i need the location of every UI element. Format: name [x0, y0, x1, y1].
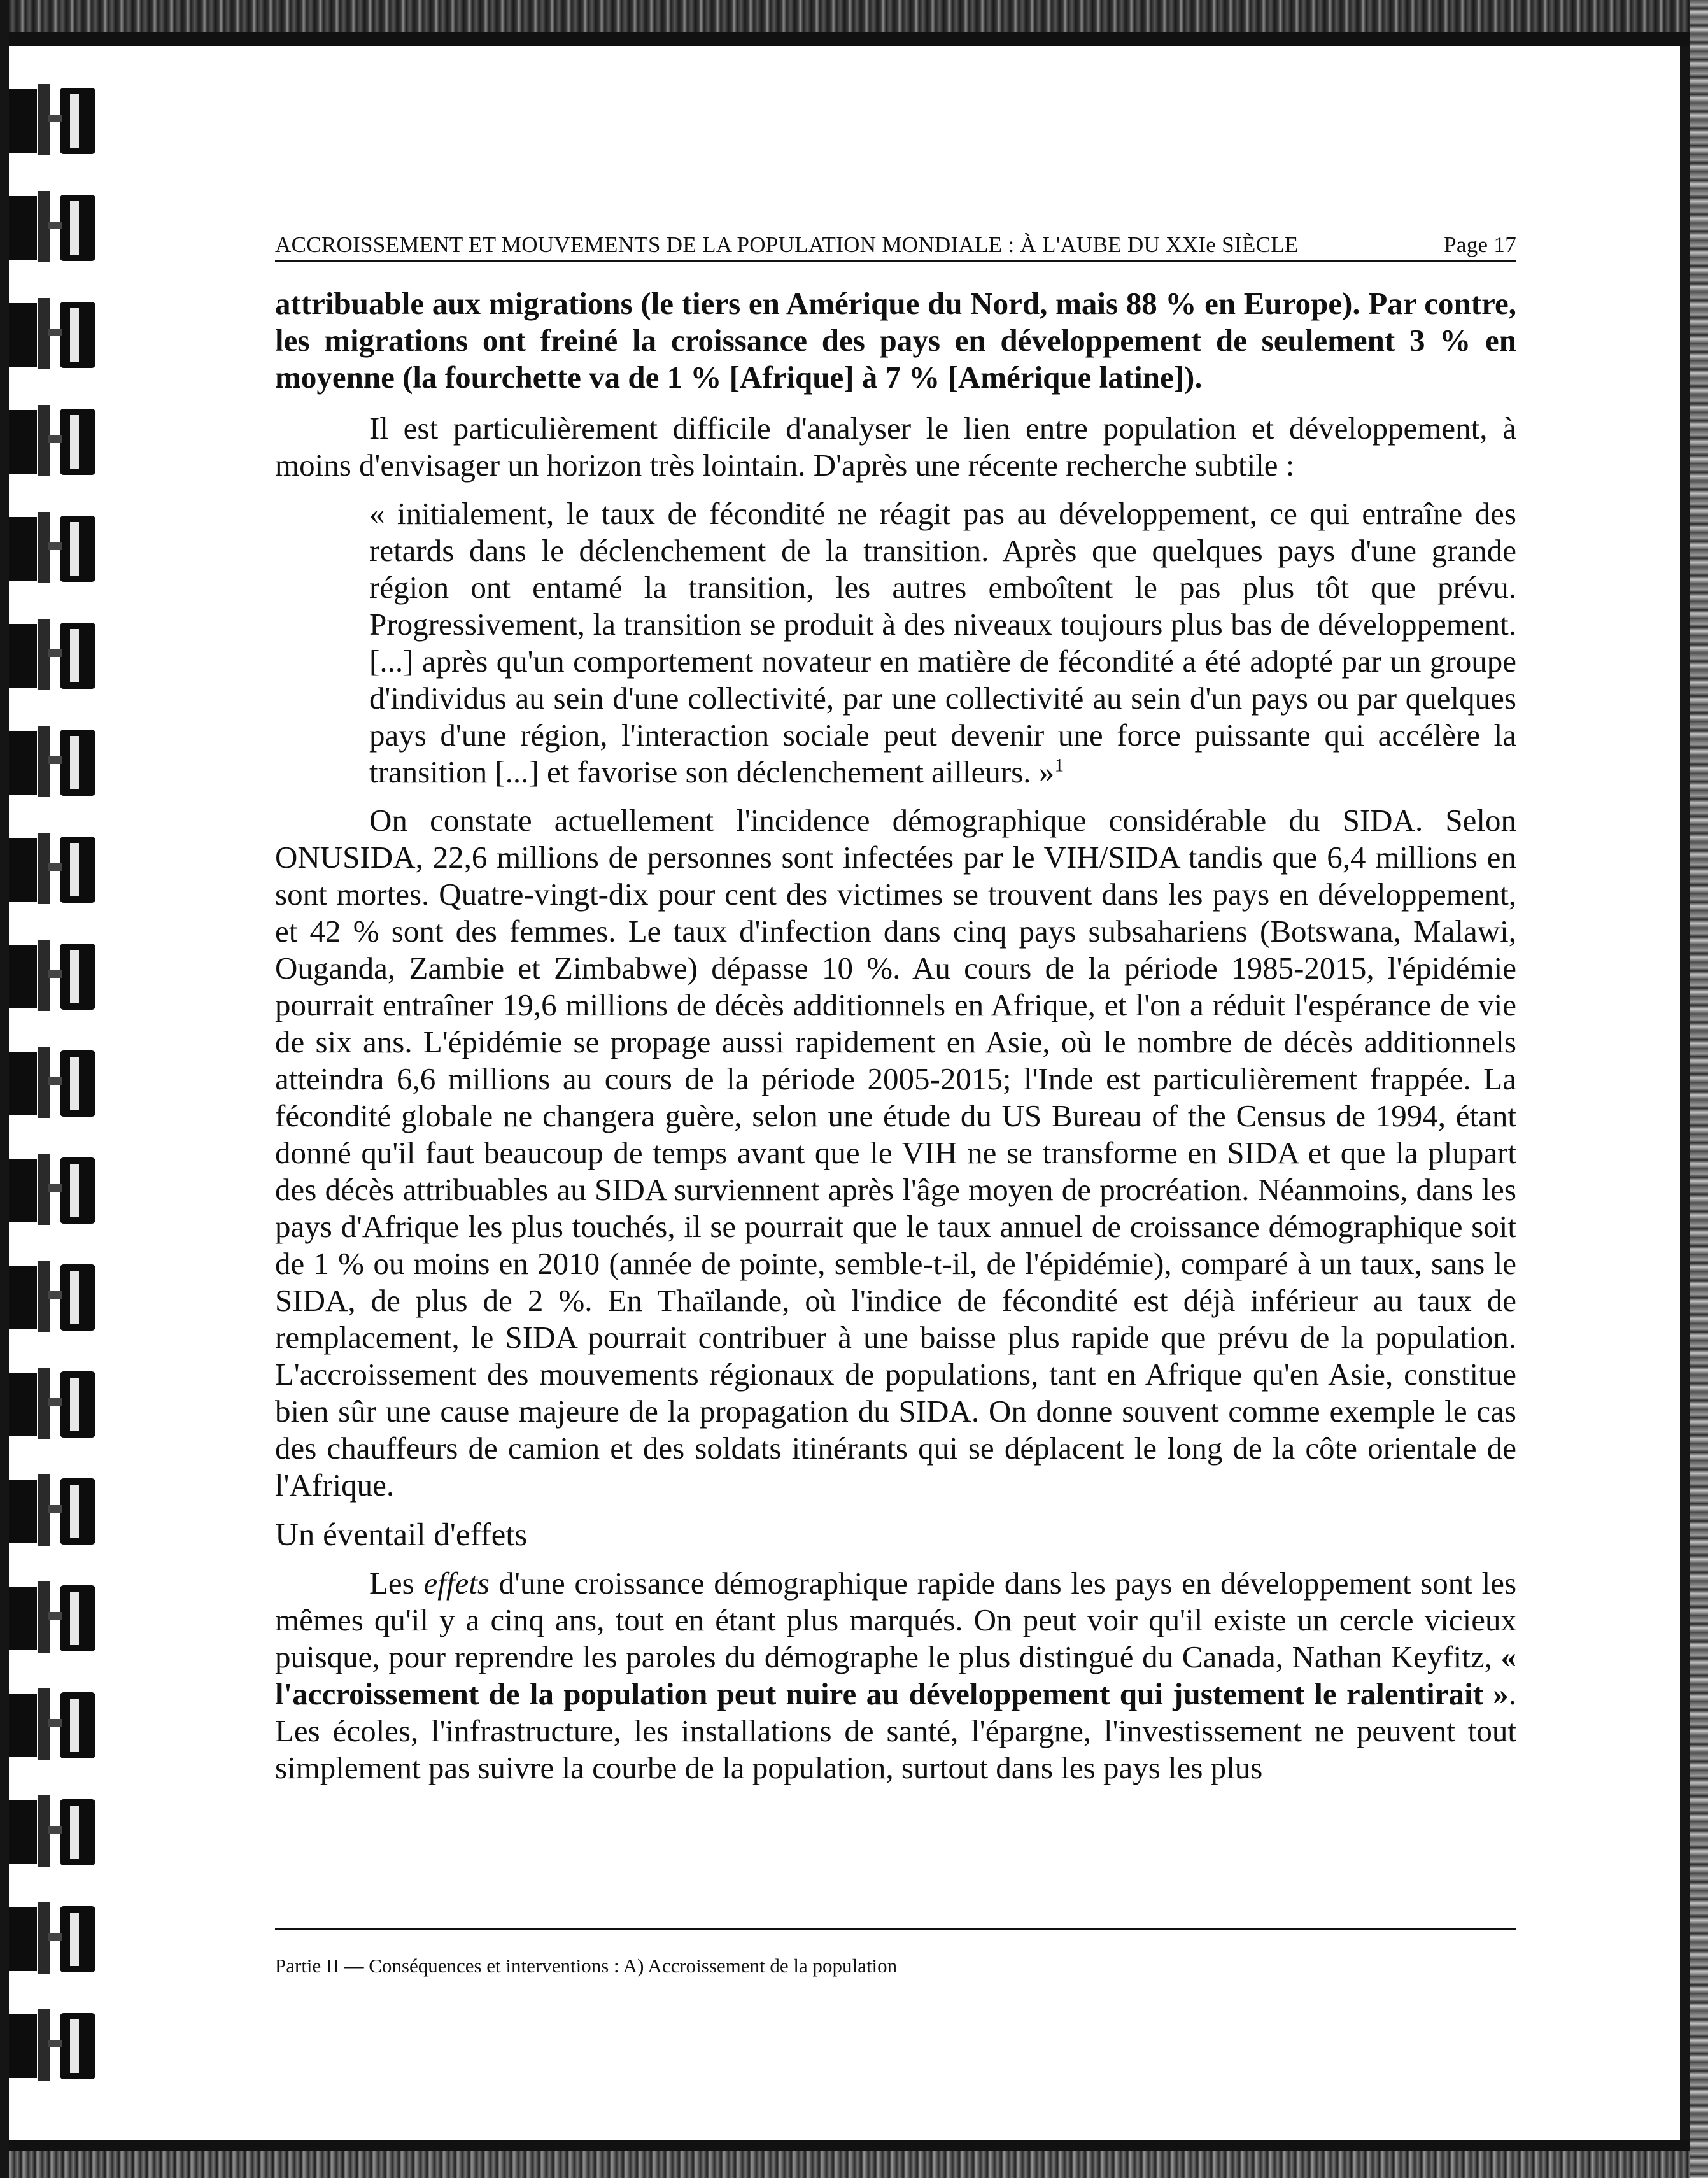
binding-ring — [9, 1688, 104, 1760]
paragraph-effects-mid: d'une croissance démographique rapide dans les pays en développement sont les mêmes qu'il y a cinq ans, tout en étant plus marqués. On peut voir qu'il existe un cercle vicieux puisque, pour reprendre les paroles du démographe le plus distingué du Canada, Nathan Keyfitz, — [275, 1566, 1517, 1674]
running-header — [275, 232, 1516, 258]
binding-ring — [9, 726, 104, 797]
binding-ring — [9, 405, 104, 476]
binding-ring — [9, 619, 104, 690]
binding-ring — [9, 512, 104, 583]
quote-text: « initialement, le taux de fécondité ne réagit pas au développement, ce qui entraîne des retards dans le déclenchement de la transition. Après que quelques pays d'une grande région ont entamé la transition, les autres emboîtent le pas plus tôt que prévu. Progressivement, la transition se produit à des niveaux toujours plus bas de développement. [...] après qu'un comportement novateur en matière de fécondité a été adopté par un groupe d'individus au sein d'une collectivité, par une collectivité au sein d'un pays ou par quelques pays d'une région, l'interaction sociale peut devenir une force puissante qui accélère la transition [...] et favorise son déclenchement ailleurs. » — [369, 496, 1516, 789]
binding-ring — [9, 1368, 104, 1439]
page-number: Page 17 — [1444, 232, 1516, 257]
binding-ring — [9, 1902, 104, 1974]
paragraph-effects-end: . Les écoles, l'infrastructure, les installations de santé, l'épargne, l'investissement ne peuvent tout simplement pas suivre la courbe de la population, surtout dans les pays les plus — [275, 1676, 1516, 1785]
lead-paragraph: attribuable aux migrations (le tiers en Amérique du Nord, mais 88 % en Europe). Par contre, les migrations ont freiné la croissance des pays en développement de seulement 3 % en moyenne (la fourchette va de 1 % [Afrique] à 7 % [Amérique latine]). — [275, 286, 1516, 395]
paragraph-effects-italic: effets — [423, 1566, 490, 1601]
binding-ring — [9, 833, 104, 904]
paragraph-effects-start: Les — [369, 1566, 424, 1601]
keyfitz-quote: « l'accroissement de la population peut nuire au développement qui justement le ralentirait » — [275, 1639, 1516, 1711]
binding-ring — [9, 2009, 104, 2081]
scan-bottom-edge — [0, 2140, 1708, 2178]
footnote-marker: 1 — [1054, 754, 1064, 776]
spiral-binding — [0, 46, 127, 2140]
section-heading: Un éventail d'effets — [275, 1517, 528, 1553]
scan-right-edge — [1690, 0, 1708, 2178]
binding-ring — [9, 84, 104, 155]
page-body — [275, 285, 1516, 1786]
paragraph-effects — [275, 1565, 1516, 1786]
binding-ring — [9, 298, 104, 369]
binding-ring — [9, 1047, 104, 1118]
header-rule — [275, 260, 1516, 262]
binding-ring — [9, 1581, 104, 1653]
binding-ring — [9, 1261, 104, 1332]
binding-ring — [9, 1474, 104, 1546]
footer-rule — [275, 1928, 1516, 1930]
paragraph-sida: On constate actuellement l'incidence démographique considérable du SIDA. Selon ONUSIDA, 22,6 millions de personnes sont infectées par le VIH/SIDA tandis que 6,4 millions en sont mortes. Quatre-vingt-dix pour cent des victimes se trouvent dans les pays en développement, et 42 % sont des femmes. Le taux d'infection dans cinq pays subsahariens (Botswana, Malawi, Ouganda, Zambie et Zimbabwe) dépasse 10 %. Au cours de la période 1985-2015, l'épidémie pourrait entraîner 19,6 millions de décès additionnels en Afrique, et l'on a réduit l'espérance de vie de six ans. L'épidémie se propage aussi rapidement en Asie, où le nombre de décès additionnels atteindra 6,6 millions au cours de la période 2005-2015; l'Inde est particulièrement frappée. La fécondité globale ne changera guère, selon une étude du US Bureau of the Census de 1994, étant donné qu'il faut beaucoup de temps avant que le VIH ne se transforme en SIDA et que la plupart des décès attribuables au SIDA surviennent après l'âge moyen de procréation. Néanmoins, dans les pays d'Afrique les plus touchés, il se pourrait que le taux annuel de croissance démographique soit de 1 % ou moins en 2010 (année de pointe, semble-t-il, de l'épidémie), comparé à un taux, sans le SIDA, de plus de 2 %. En Thaïlande, où l'indice de fécondité est déjà inférieur au taux de remplacement, le SIDA pourrait contribuer à une baisse plus rapide que prévu de la population. L'accroissement des mouvements régionaux de populations, tant en Afrique qu'en Asie, constitue bien sûr une cause majeure de la propagation du SIDA. On donne souvent comme exemple le cas des chauffeurs de camion et des soldats itinérants qui se déplacent le long de la côte orientale de l'Afrique. — [275, 803, 1516, 1503]
binding-ring — [9, 940, 104, 1011]
binding-ring — [9, 191, 104, 262]
paragraph-population-development: Il est particulièrement difficile d'analyser le lien entre population et développement, à moins d'envisager un horizon très lointain. D'après une récente recherche subtile : — [275, 411, 1516, 483]
scan-right-border — [1680, 46, 1690, 2140]
scan-top-edge — [0, 0, 1708, 46]
running-header-title: ACCROISSEMENT ET MOUVEMENTS DE LA POPULATION MONDIALE : À L'AUBE DU XXIe SIÈCLE — [275, 232, 1299, 257]
binding-ring — [9, 1795, 104, 1867]
block-quote — [369, 495, 1516, 791]
binding-ring — [9, 1154, 104, 1225]
running-footer: Partie II — Conséquences et interventions : A) Accroissement de la population — [275, 1955, 898, 1977]
